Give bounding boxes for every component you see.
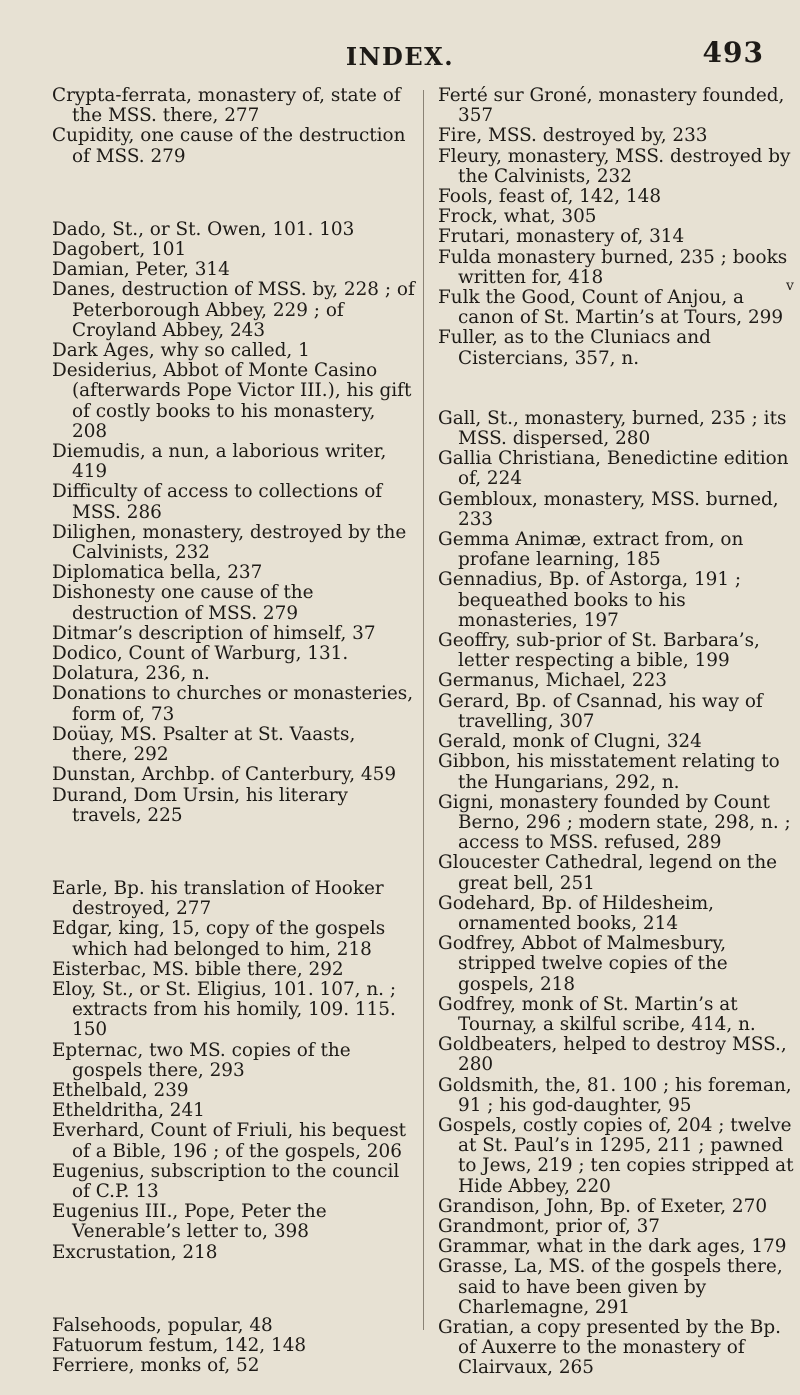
- index-entry: Diemudis, a nun, a laborious writer, 419: [52, 441, 387, 483]
- index-entry: Goldbeaters, helped to destroy MSS., 280: [438, 1034, 787, 1076]
- letter-section-gap: [52, 1263, 415, 1316]
- index-entry: Goldsmith, the, 81. 100 ; his foreman, 91 ; his god-daughter, 95: [438, 1074, 792, 1116]
- index-entry: Falsehoods, popular, 48: [52, 1314, 273, 1336]
- index-entry: Godfrey, monk of St. Martin’s at Tournay, a skilful scribe, 414, n.: [438, 993, 756, 1035]
- index-entry: Eisterbac, MS. bible there, 292: [52, 958, 344, 980]
- index-entry: Doüay, MS. Psalter at St. Vaasts, there, 292: [52, 723, 356, 766]
- index-entry: Dado, St., or St. Owen, 101. 103: [52, 218, 355, 240]
- index-entry: Earle, Bp. his translation of Hooker destroyed, 277: [52, 877, 384, 920]
- index-entry: Fulk the Good, Count of Anjou, a canon of St. Martin’s at Tours, 299: [438, 287, 784, 329]
- index-entry: Dishonesty one cause of the destruction of MSS. 279: [52, 582, 314, 624]
- index-entry: Grandison, John, Bp. of Exeter, 270: [438, 1195, 768, 1217]
- index-entry: Grasse, La, MS. of the gospels there, said to have been given by Charlemagne, 291: [438, 1256, 783, 1318]
- index-entry: Fire, MSS. destroyed by, 233: [438, 125, 708, 147]
- index-entry: Desiderius, Abbot of Monte Casino (afterwards Pope Victor III.), his gift of costly books to his monastery, 208: [52, 360, 412, 442]
- letter-section-gap: [52, 167, 415, 220]
- index-entry: Ferté sur Groné, monastery founded, 357: [438, 85, 785, 127]
- index-entry: Ditmar’s description of himself, 37: [52, 622, 376, 644]
- margin-mark: v: [786, 278, 794, 294]
- page-title: INDEX.: [345, 42, 455, 71]
- letter-section-gap: [52, 826, 415, 879]
- letter-section-gap: [438, 369, 800, 409]
- index-entry: Grandmont, prior of, 37: [438, 1215, 660, 1237]
- index-entry: Cupidity, one cause of the destruction of MSS. 279: [52, 125, 406, 167]
- index-entry: Donations to churches or monasteries, form of, 73: [52, 683, 414, 725]
- index-entry: Gratian, a copy presented by the Bp. of Auxerre to the monastery of Clairvaux, 265: [438, 1316, 782, 1379]
- index-entry: Dark Ages, why so called, 1: [52, 340, 310, 362]
- index-entry: Gall, St., monastery, burned, 235 ; its MSS. dispersed, 280: [438, 407, 787, 450]
- index-entry: Fools, feast of, 142, 148: [438, 186, 662, 208]
- index-entry: Gibbon, his misstatement relating to the Hungarians, 292, n.: [438, 751, 780, 793]
- index-entry: Fatuorum festum, 142, 148: [52, 1334, 307, 1356]
- index-entry: Dunstan, Archbp. of Canterbury, 459: [52, 764, 397, 786]
- index-entry: Gloucester Cathedral, legend on the great bell, 251: [438, 852, 778, 894]
- index-entry: Etheldritha, 241: [52, 1100, 205, 1122]
- index-entry: Difficulty of access to collections of MSS. 286: [52, 481, 383, 523]
- index-entry: Excrustation, 218: [52, 1241, 218, 1263]
- index-entry: Gerard, Bp. of Csannad, his way of travelling, 307: [438, 690, 763, 732]
- index-entry: Everhard, Count of Friuli, his bequest of a Bible, 196 ; of the gospels, 206: [52, 1120, 407, 1162]
- index-entry: Godfrey, Abbot of Malmesbury, stripped twelve copies of the gospels, 218: [438, 933, 728, 995]
- index-entry: Edgar, king, 15, copy of the gospels which had belonged to him, 218: [52, 918, 386, 960]
- index-entry: Frock, what, 305: [438, 206, 597, 228]
- index-entry: Durand, Dom Ursin, his literary travels, 225: [52, 784, 348, 826]
- index-entry: Danes, destruction of MSS. by, 228 ; of Peterborough Abbey, 229 ; of Croyland Abbey, 243: [52, 279, 415, 341]
- index-entry: Fuller, as to the Cluniacs and Cistercians, 357, n.: [438, 327, 711, 369]
- index-entry: Germanus, Michael, 223: [438, 670, 667, 692]
- index-entry: Godehard, Bp. of Hildesheim, ornamented books, 214: [438, 892, 714, 934]
- index-entry: Ethelbald, 239: [52, 1079, 189, 1101]
- right-column: [438, 86, 800, 1379]
- index-entry: Damian, Peter, 314: [52, 259, 230, 281]
- column-divider: [423, 90, 424, 1330]
- index-entry: Dagobert, 101: [52, 239, 187, 261]
- index-entry: Eugenius III., Pope, Peter the Venerable’s letter to, 398: [52, 1201, 327, 1243]
- index-entry: Fulda monastery burned, 235 ; books written for, 418: [438, 246, 788, 288]
- index-entry: Eloy, St., or St. Eligius, 101. 107, n. ; extracts from his homily, 109. 115. 150: [52, 978, 397, 1041]
- page-number: 493: [702, 36, 764, 69]
- index-entry: Epternac, two MS. copies of the gospels there, 293: [52, 1039, 351, 1081]
- index-entry: Gospels, costly copies of, 204 ; twelve at St. Paul’s in 1295, 211 ; pawned to Jews, 219 ; ten copies stripped at Hide Abbey, 220: [438, 1114, 794, 1197]
- running-head: [0, 36, 800, 76]
- index-entry: Diplomatica bella, 237: [52, 562, 263, 584]
- index-entry: Gembloux, monastery, MSS. burned, 233: [438, 488, 779, 530]
- index-entry: Geoffry, sub-prior of St. Barbara’s, letter respecting a bible, 199: [438, 630, 760, 672]
- index-entry: Grammar, what in the dark ages, 179: [438, 1236, 787, 1258]
- index-entry: Frutari, monastery of, 314: [438, 226, 685, 248]
- index-entry: Gemma Animæ, extract from, on profane learning, 185: [438, 529, 744, 571]
- index-entry: Gigni, monastery founded by Count Berno, 296 ; modern state, 298, n. ; access to MSS. refused, 289: [438, 791, 791, 854]
- index-entry: Dodico, Count of Warburg, 131.: [52, 643, 349, 665]
- index-entry: Gerald, monk of Clugni, 324: [438, 731, 702, 753]
- index-entry: Ferriere, monks of, 52: [52, 1355, 260, 1377]
- left-column: [52, 86, 415, 1376]
- index-entry: Eugenius, subscription to the council of C.P. 13: [52, 1160, 400, 1202]
- index-entry: Dilighen, monastery, destroyed by the Calvinists, 232: [52, 521, 407, 564]
- index-entry: Fleury, monastery, MSS. destroyed by the Calvinists, 232: [438, 145, 791, 187]
- index-entry: Gallia Christiana, Benedictine edition of, 224: [438, 448, 789, 490]
- index-entry: Dolatura, 236, n.: [52, 663, 210, 685]
- index-entry: Gennadius, Bp. of Astorga, 191 ; bequeathed books to his monasteries, 197: [438, 569, 742, 631]
- index-entry: Crypta-ferrata, monastery of, state of the MSS. there, 277: [52, 85, 401, 127]
